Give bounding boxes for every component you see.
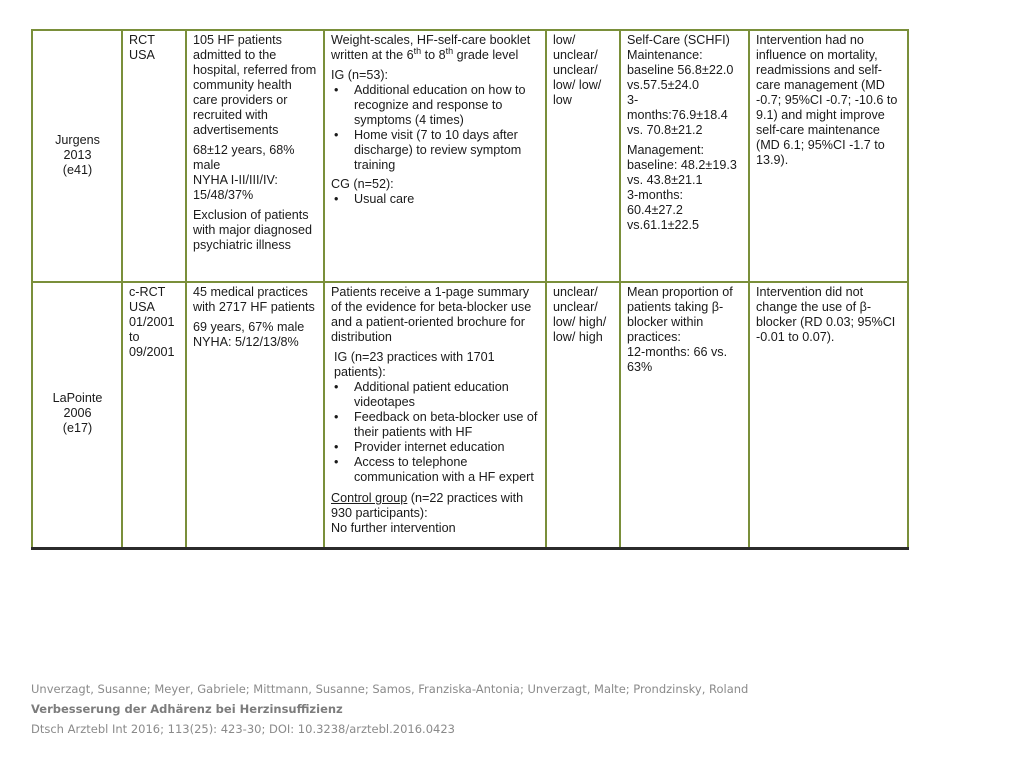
evidence-table-wrapper [31, 29, 907, 550]
citation-title: Verbesserung der Adhärenz bei Herzinsuffizienz [31, 702, 343, 716]
result-cell: Intervention had no influence on mortality, readmissions and self-care management (MD -0.7; 95%CI -0.7; -10.6 to 9.1) and might improve self-care maintenance (MD 6.1; 95%CI -1.7 to 13.9). [749, 30, 908, 282]
list-item: • Home visit (7 to 10 days after discharge) to review symptom training [331, 128, 540, 173]
design-cell [122, 30, 186, 282]
control-group-label: Control group [331, 491, 408, 505]
design-line: USA [129, 300, 155, 314]
control-group-detail: (n=22 practices with 930 participants): [331, 491, 524, 520]
intervention-intro-text: to 8 [421, 48, 446, 62]
outcome-paragraph: Mean proportion of patients taking β-blocker within practices: 12-months: 66 vs. 63% [627, 285, 733, 374]
design-cell [122, 282, 186, 548]
list-item: • Access to telephone communication with a HF expert [331, 455, 540, 485]
design-line: to [129, 330, 140, 344]
population-paragraph: 68±12 years, 68% male NYHA I-II/III/IV: 15/48/37% [193, 143, 295, 202]
intervention-group-label: IG (n=23 practices with 1701 patients): [334, 350, 495, 379]
design-line: 09/2001 [129, 345, 175, 359]
study-reference: (e17) [62, 421, 93, 436]
population-paragraph: 69 years, 67% male NYHA: 5/12/13/8% [193, 320, 305, 349]
superscript: th [413, 45, 422, 56]
study-cell [32, 30, 122, 282]
outcome-paragraph: Self-Care (SCHFI) Maintenance: baseline 56.8±22.0 vs.57.5±24.0 3- months:76.9±18.4 vs. 70.8±21.2 [627, 33, 734, 137]
evidence-table [31, 29, 909, 550]
outcome-paragraph: Management: baseline: 48.2±19.3 vs. 43.8±21.1 3-months: 60.4±27.2 vs.61.1±22.5 [627, 143, 737, 232]
outcome-cell [620, 30, 749, 282]
population-cell [186, 30, 324, 282]
control-group-label: CG (n=52): [331, 177, 394, 191]
intervention-intro-text: grade level [453, 48, 519, 62]
intervention-group-label: IG (n=53): [331, 68, 389, 82]
list-item: • Feedback on beta-blocker use of their patients with HF [331, 410, 540, 440]
control-group-list [331, 192, 540, 207]
list-item: • Additional patient education videotapes [331, 380, 540, 410]
risk-of-bias-cell: unclear/ unclear/ low/ high/ low/ high [546, 282, 620, 548]
study-year: 2006 [63, 406, 92, 421]
intervention-group-list [331, 380, 540, 485]
design-line: USA [129, 48, 155, 62]
table-row [32, 30, 908, 282]
table-row [32, 282, 908, 548]
intervention-intro-text: Weight-scales, HF-self-care booklet written at the 6 [331, 33, 531, 62]
risk-of-bias-cell: low/ unclear/ unclear/ low/ low/ low [546, 30, 620, 282]
design-line: 01/2001 [129, 315, 175, 329]
citation-authors: Unverzagt, Susanne; Meyer, Gabriele; Mittmann, Susanne; Samos, Franziska-Antonia; Unverzagt, Malte; Prondzinsky, Roland [31, 682, 749, 696]
intervention-intro [331, 33, 540, 63]
intervention-cell [324, 30, 546, 282]
design-line: RCT [129, 33, 155, 47]
study-year: 2013 [63, 147, 92, 162]
population-paragraph: Exclusion of patients with major diagnosed psychiatric illness [193, 208, 313, 252]
result-cell: Intervention did not change the use of β-blocker (RD 0.03; 95%CI -0.01 to 0.07). [749, 282, 908, 548]
study-name: Jurgens [55, 132, 100, 147]
superscript: th [445, 45, 454, 56]
citation-journal: Dtsch Arztebl Int 2016; 113(25): 423-30; DOI: 10.3238/arztebl.2016.0423 [31, 722, 455, 736]
study-cell [32, 282, 122, 548]
intervention-group-list [331, 83, 540, 173]
list-item: • Additional education on how to recognize and response to symptoms (4 times) [331, 83, 540, 128]
design-line: c-RCT [129, 285, 166, 299]
control-group-text: No further intervention [331, 521, 456, 535]
outcome-cell [620, 282, 749, 548]
list-item: • Provider internet education [331, 440, 540, 455]
study-reference: (e41) [62, 162, 93, 177]
control-group-block [331, 491, 540, 521]
intervention-cell [324, 282, 546, 548]
study-name: LaPointe [52, 391, 103, 406]
population-paragraph: 105 HF patients admitted to the hospital, referred from community health care providers or recruited with advertisements [193, 33, 317, 137]
intervention-intro: Patients receive a 1-page summary of the evidence for beta-blocker use and a patient-oriented brochure for distribution [331, 285, 532, 344]
population-cell [186, 282, 324, 548]
list-item: • Usual care [331, 192, 540, 207]
population-paragraph: 45 medical practices with 2717 HF patients [193, 285, 315, 314]
citation [31, 679, 748, 739]
